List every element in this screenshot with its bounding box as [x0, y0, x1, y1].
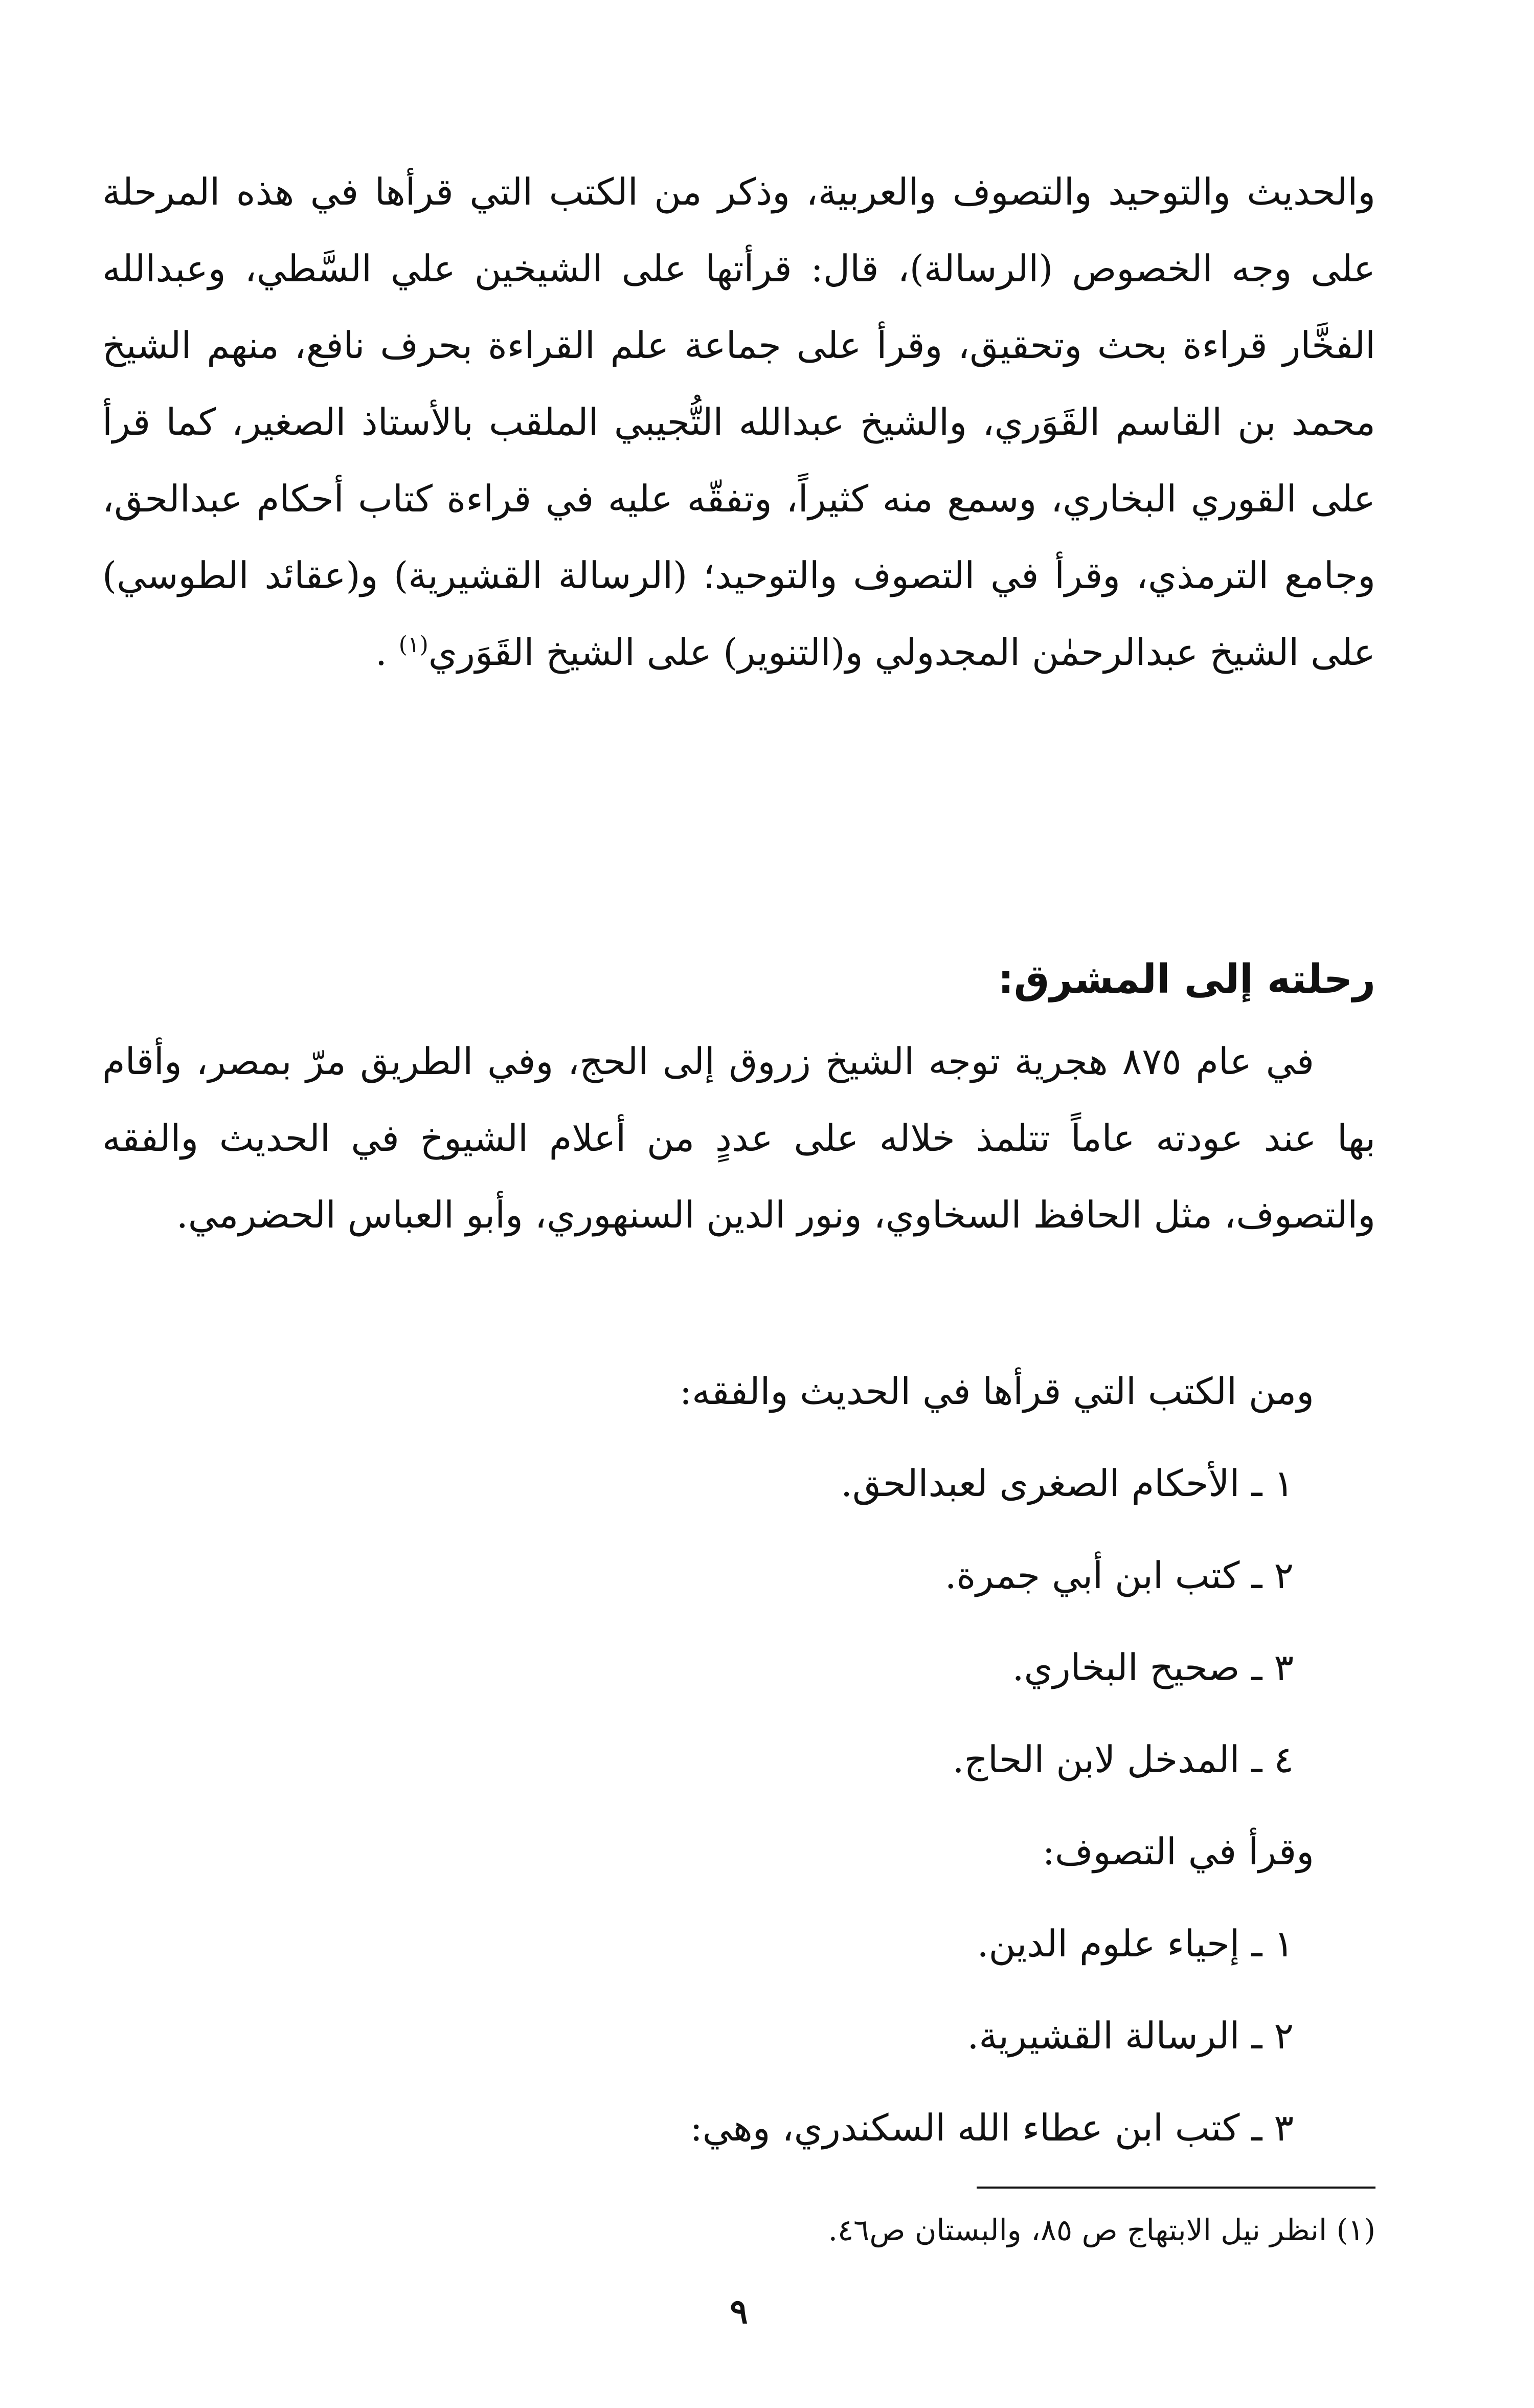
footnote-reference: (١)	[398, 632, 428, 658]
paragraph-education-text: والحديث والتوحيد والتصوف والعربية، وذكر من الكتب التي قرأها في هذه المرحلة على وجه الخصوص (الرسالة)، قال: قرأتها على الشيخين علي السَّطي، وعبدالله الفخَّار قراءة بحث وتحقيق، وقرأ على جماعة علم القراءة بحرف نافع، منهم الشيخ محمد بن القاسم القَوَري، والشيخ عبدالله التُّجيبي الملقب بالأستاذ الصغير، كما قرأ على القوري البخاري، وسمع منه كثيراً، وتفقّه عليه في قراءة كتاب أحكام عبدالحق، وجامع الترمذي، وقرأ في التصوف والتوحيد؛ (الرسالة القشيرية) و(عقائد الطوسي) على الشيخ عبدالرحمٰن المجدولي و(التنوير) على الشيخ القَوَري	[102, 170, 1376, 674]
list-intro-sufism: وقرأ في التصوف:	[1042, 1830, 1314, 1873]
document-page	[102, 153, 1376, 2331]
paragraph-education-end: .	[375, 631, 399, 674]
list-item: ٢ ـ الرسالة القشيرية.	[967, 2014, 1294, 2057]
paragraph-journey: في عام ٨٧٥ هجرية توجه الشيخ زروق إلى الحج، وفي الطريق مرّ بمصر، وأقام بها عند عودته عاماً تتلمذ خلاله على عددٍ من أعلام الشيوخ في الحديث والفقه والتصوف، مثل الحافظ السخاوي، ونور الدين السنهوري، وأبو العباس الحضرمي.	[102, 1040, 1375, 1236]
footnote-divider	[977, 2187, 1375, 2189]
footnote: (١) انظر نيل الابتهاج ص ٨٥، والبستان ص٤٦.	[828, 2213, 1375, 2247]
list-intro-hadith: ومن الكتب التي قرأها في الحديث والفقه:	[679, 1370, 1314, 1413]
list-hadith-books	[841, 1437, 1294, 1805]
list-item: ٤ ـ المدخل لابن الحاج.	[952, 1738, 1294, 1781]
list-item: ٢ ـ كتب ابن أبي جمرة.	[944, 1554, 1294, 1597]
list-item: ٣ ـ كتب ابن عطاء الله السكندري، وهي:	[690, 2106, 1294, 2149]
list-sufism-books	[690, 1898, 1294, 2174]
section-heading: رحلته إلى المشرق:	[998, 956, 1375, 1002]
list-item: ٣ ـ صحيح البخاري.	[1012, 1646, 1294, 1689]
paragraph-education	[102, 153, 1375, 690]
list-item: ١ ـ الأحكام الصغرى لعبدالحق.	[841, 1462, 1294, 1505]
list-item: ١ ـ إحياء علوم الدين.	[977, 1922, 1294, 1965]
page-number: ٩	[730, 2291, 748, 2331]
